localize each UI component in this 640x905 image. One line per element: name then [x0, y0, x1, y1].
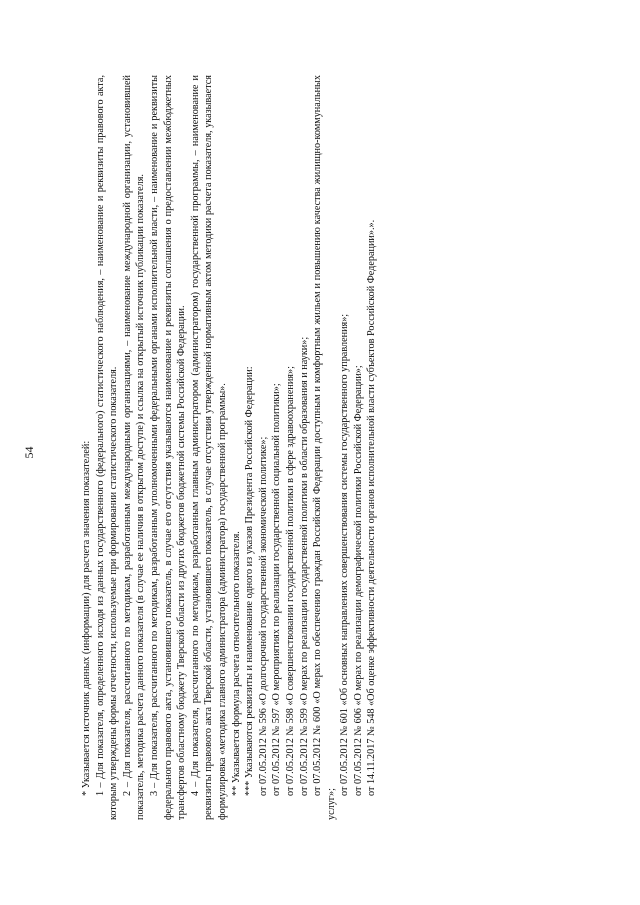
footnote-paragraph: *** Указываются реквизиты и наименование одного из указов Президента Российской Федерации:	[244, 366, 256, 796]
decree-item: от 07.05.2012 № 601 «Об основных направлениях совершенствования системы государственного управления»;	[339, 313, 351, 796]
footnote-paragraph: 2 – Для показателя, рассчитанного по методикам, разработанным международными организациями, – наименование международной организации, установившей показатель, методика расчета данного показателя (в случае ее наличия в открытом доступе) и ссылка на открытый источник публикации показателя.	[121, 75, 147, 820]
decree-item: от 07.05.2012 № 599 «О мерах по реализации государственной политики в области образования и науки»;	[298, 336, 310, 796]
decree-item: от 07.05.2012 № 600 «О мерах по обеспечению граждан Российской Федерации доступным и комфортным жильем и повышению качества жилищно-коммунальных услуг»;	[312, 75, 337, 820]
footnote-paragraph: 3 – Для показателя, рассчитанного по методикам, разработанным уполномоченными федеральными органами исполнительной власти, – наименование и реквизиты федерального правового акта, установившего показатель, в случае его отсутствия указываются наименование и реквизиты соглашения о предоставлении межбюджетных трансфертов областному бюджету Тверской области из других бюджетов бюджетной системы Российской Федерации.	[148, 75, 188, 820]
decree-item: от 07.05.2012 № 598 «О совершенствовании государственной политики в сфере здравоохранения»;	[284, 366, 296, 796]
decree-item: от 07.05.2012 № 596 «О долгосрочной государственной экономической политике»;	[257, 436, 269, 796]
decree-item: от 14.11.2017 № 548 «Об оценке эффективности деятельности органов исполнительной власти субъектов Российской Федерации».».	[366, 219, 378, 796]
page-number: 54	[22, 446, 36, 459]
decree-item: от 07.05.2012 № 597 «О мероприятиях по реализации государственной социальной политики»;	[271, 383, 283, 796]
footnote-paragraph: * Указывается источник данных (информации) для расчета значения показателей:	[81, 440, 92, 796]
footnotes-body	[80, 75, 379, 820]
footnote-paragraph: 1 – Для показателя, определенного исходя из данных государственного (федерального) статистического наблюдения, – наименование и реквизиты правового акта, которым утверждены формы отчетности, используемые при формировании статистического показателя.	[94, 75, 120, 820]
footnote-paragraph: 4 – Для показателя, рассчитанного по методикам, разработанным главным администратором (администратором) государственной программы, – наименование и реквизиты правового акта Тверской области, установившего показатель, в случае отсутствия утвержденной нормативным актом методики расчета показателя, указывается формулировка «методика главного администратора (администратора) государственной программы».	[189, 75, 228, 820]
decree-item: от 07.05.2012 № 606 «О мерах по реализации демографической политики Российской Федерации»;	[352, 365, 364, 796]
footnote-paragraph: ** Указывается формула расчета относительного показателя.	[230, 531, 242, 796]
